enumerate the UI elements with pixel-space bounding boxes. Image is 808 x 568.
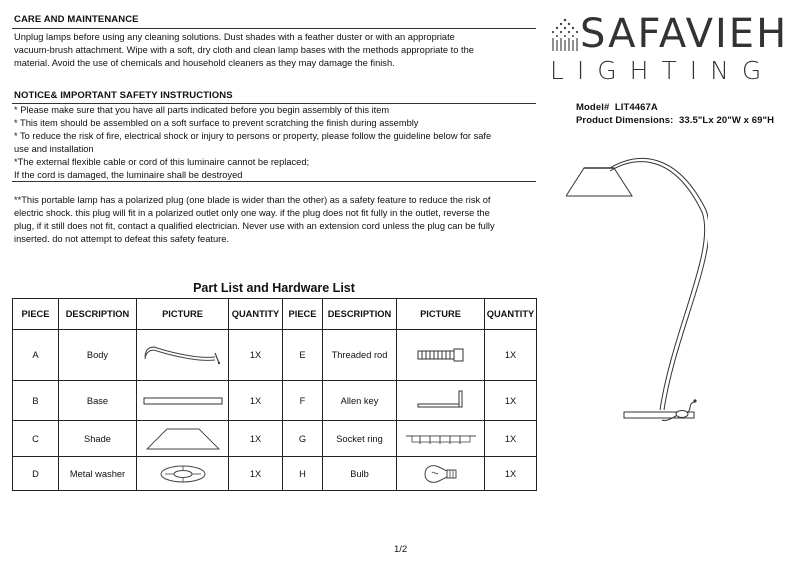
- quantity-cell: 1X: [485, 381, 537, 421]
- plug-line: **This portable lamp has a polarized plug (one blade is wider than the other) as a safety feature to reduce the risk of: [14, 195, 491, 205]
- care-title: CARE AND MAINTENANCE: [14, 14, 139, 25]
- model-number: LIT4467A: [614, 102, 658, 113]
- divider: [12, 28, 536, 29]
- model-label: Model#: [576, 102, 610, 113]
- piece-cell: C: [13, 421, 59, 457]
- bulb-picture: [397, 457, 485, 491]
- table-row: [13, 457, 537, 491]
- safety-line: * Please make sure that you have all parts indicated before you begin assembly of this item: [14, 105, 390, 115]
- quantity-cell: 1X: [485, 330, 537, 381]
- safety-line: * This item should be assembled on a soft surface to prevent scratching the finish during assembly: [14, 118, 419, 128]
- quantity-cell: 1X: [229, 381, 283, 421]
- description-cell: Threaded rod: [323, 330, 397, 381]
- plug-line: electric shock. this plug will fit in a polarized outlet only one way. if the plug does not fit fully in the outlet, reverse the: [14, 208, 490, 218]
- brand-sub: LIGHTING: [550, 56, 775, 85]
- piece-cell: H: [283, 457, 323, 491]
- header-cell: PIECE: [13, 299, 59, 330]
- socket-ring-picture: [397, 421, 485, 457]
- care-line: vacuum-brush attachment. Wipe with a soft, dry cloth and clean lamp bases with the methods appropriate to the: [14, 45, 474, 55]
- header-cell: DESCRIPTION: [59, 299, 137, 330]
- description-cell: Base: [59, 381, 137, 421]
- description-cell: Shade: [59, 421, 137, 457]
- header-cell: DESCRIPTION: [323, 299, 397, 330]
- header-cell: QUANTITY: [485, 299, 537, 330]
- table-row: [13, 421, 537, 457]
- piece-cell: G: [283, 421, 323, 457]
- model-line: [576, 102, 658, 113]
- metal-washer-picture: [137, 457, 229, 491]
- plug-line: plug, if it still does not fit, contact a qualified electrician. Never use with an extension cord unless the plug can be fully: [14, 221, 495, 231]
- header-cell: PICTURE: [397, 299, 485, 330]
- safety-title: NOTICE& IMPORTANT SAFETY INSTRUCTIONS: [14, 90, 233, 101]
- safety-text: [14, 104, 544, 182]
- header-cell: PICTURE: [137, 299, 229, 330]
- threaded-rod-picture: [397, 330, 485, 381]
- safety-line: If the cord is damaged, the luminaire shall be destroyed: [14, 170, 243, 180]
- description-cell: Body: [59, 330, 137, 381]
- plug-notice: [14, 194, 544, 246]
- dims-line: [576, 115, 774, 126]
- allen-key-picture: [397, 381, 485, 421]
- description-cell: Socket ring: [323, 421, 397, 457]
- parts-table: [12, 298, 537, 491]
- piece-cell: A: [13, 330, 59, 381]
- lamp-illustration: [566, 150, 708, 445]
- header-cell: PIECE: [283, 299, 323, 330]
- brand-logo-icon: [548, 18, 582, 57]
- plug-line: inserted. do not attempt to defeat this safety feature.: [14, 234, 229, 244]
- piece-cell: D: [13, 457, 59, 491]
- description-cell: Metal washer: [59, 457, 137, 491]
- dims-value: 33.5"Lx 20"W x 69"H: [678, 115, 775, 126]
- page-number: 1/2: [394, 544, 408, 555]
- quantity-cell: 1X: [229, 421, 283, 457]
- safety-line: *The external flexible cable or cord of this luminaire cannot be replaced;: [14, 157, 310, 167]
- table-row: [13, 330, 537, 381]
- header-cell: QUANTITY: [229, 299, 283, 330]
- quantity-cell: 1X: [485, 421, 537, 457]
- description-cell: Bulb: [323, 457, 397, 491]
- safety-line: * To reduce the risk of fire, electrical shock or injury to persons or property, please follow the guideline below for safe: [14, 131, 492, 141]
- safety-line: use and installation: [14, 144, 94, 154]
- piece-cell: E: [283, 330, 323, 381]
- care-text: [14, 31, 544, 70]
- quantity-cell: 1X: [229, 330, 283, 381]
- table-header-row: [13, 299, 537, 330]
- body-picture: [137, 330, 229, 381]
- quantity-cell: 1X: [485, 457, 537, 491]
- parts-title: Part List and Hardware List: [193, 281, 355, 295]
- description-cell: Allen key: [323, 381, 397, 421]
- divider: [12, 181, 536, 182]
- care-line: Unplug lamps before using any cleaning solutions. Dust shades with a feather duster or with an appropriate: [14, 32, 455, 42]
- brand-name: SAFAVIEH: [580, 11, 789, 57]
- dims-label: Product Dimensions:: [576, 115, 674, 126]
- piece-cell: F: [283, 381, 323, 421]
- care-line: material. Avoid the use of chemicals and household cleaners as they may damage the finish.: [14, 58, 395, 68]
- base-picture: [137, 381, 229, 421]
- shade-picture: [137, 421, 229, 457]
- piece-cell: B: [13, 381, 59, 421]
- quantity-cell: 1X: [229, 457, 283, 491]
- table-row: [13, 381, 537, 421]
